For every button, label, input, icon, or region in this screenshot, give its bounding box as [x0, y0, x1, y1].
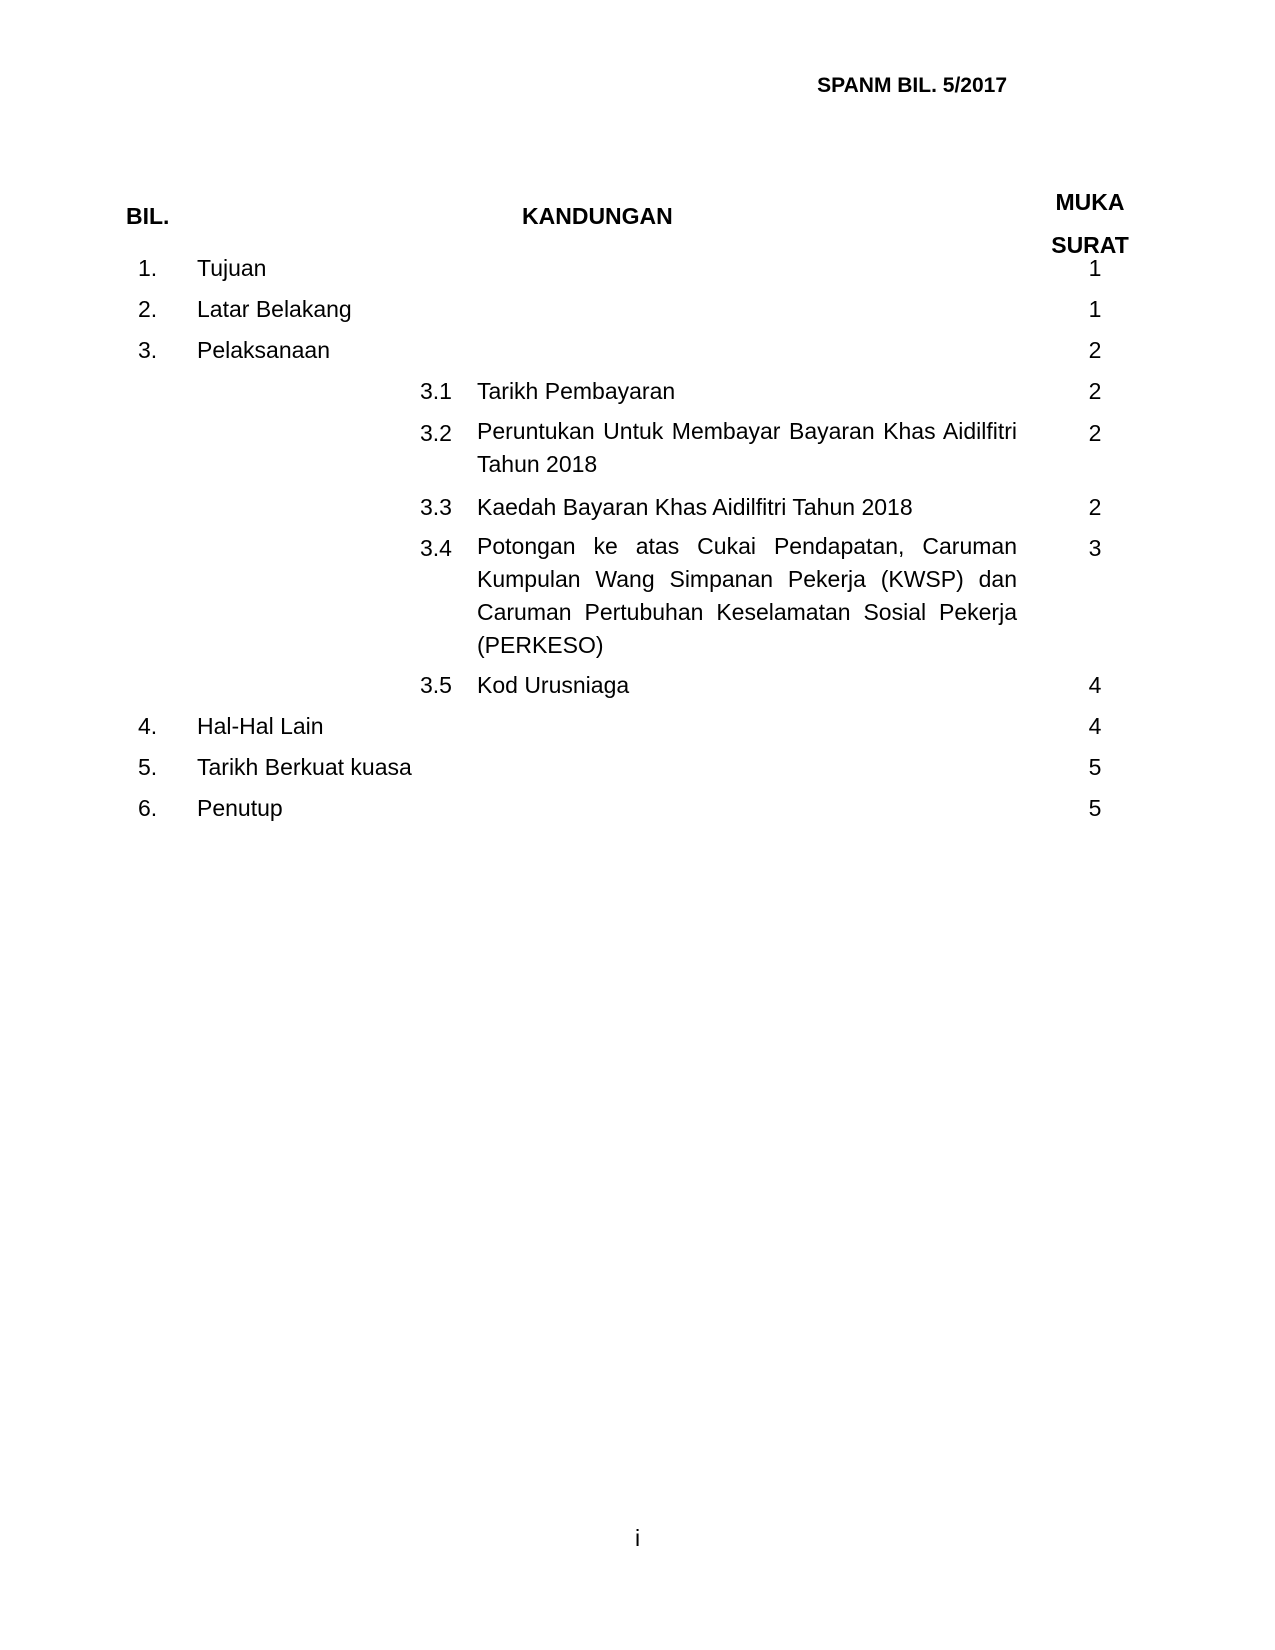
toc-subentry-title: Peruntukan Untuk Membayar Bayaran Khas Aidilfitri Tahun 2018 — [477, 418, 1017, 477]
toc-subentry-title: Tarikh Pembayaran — [477, 378, 676, 404]
toc-subentry-number: 3.2 — [420, 420, 452, 446]
header-muka-line1: MUKA — [1055, 189, 1125, 215]
page-number: i — [634, 1525, 641, 1551]
toc-entry-page: 4 — [1088, 713, 1102, 739]
header-kandungan: KANDUNGAN — [522, 203, 673, 229]
toc-entry-page: 5 — [1088, 754, 1102, 780]
toc-entry-number: 4. — [138, 713, 158, 739]
toc-subentry-number: 3.5 — [420, 672, 452, 698]
toc-entry-page: 1 — [1088, 296, 1102, 322]
toc-subentry-page: 4 — [1088, 672, 1102, 698]
toc-entry-page: 2 — [1088, 337, 1102, 363]
toc-entry-number: 2. — [138, 296, 158, 322]
toc-entry-title: Tujuan — [197, 255, 267, 281]
toc-entry-title: Penutup — [197, 795, 283, 821]
toc-subentry-page: 2 — [1088, 420, 1102, 446]
toc-subentry-number: 3.1 — [420, 378, 452, 404]
toc-subentry-page: 3 — [1088, 535, 1102, 561]
toc-entry-page: 1 — [1088, 255, 1102, 281]
toc-subentry-title: Potongan ke atas Cukai Pendapatan, Caruman Kumpulan Wang Simpanan Pekerja (KWSP) dan Caruman Pertubuhan Keselamatan Sosial Pekerja (PERKESO) — [477, 533, 1017, 658]
toc-entry-number: 6. — [138, 795, 158, 821]
toc-subentry-page: 2 — [1088, 378, 1102, 404]
toc-entry-title: Tarikh Berkuat kuasa — [197, 754, 412, 780]
toc-entry-title: Pelaksanaan — [197, 337, 330, 363]
toc-entry-title: Latar Belakang — [197, 296, 352, 322]
toc-subentry-number: 3.3 — [420, 494, 452, 520]
toc-entry-page: 5 — [1088, 795, 1102, 821]
toc-entry-number: 3. — [138, 337, 158, 363]
toc-entry-number: 5. — [138, 754, 158, 780]
document-reference: SPANM BIL. 5/2017 — [817, 74, 1007, 97]
toc-subentry-number: 3.4 — [420, 535, 452, 561]
toc-subentry-page: 2 — [1088, 494, 1102, 520]
toc-entry-number: 1. — [138, 255, 158, 281]
toc-subentry-title: Kod Urusniaga — [477, 672, 630, 698]
toc-subentry-title: Kaedah Bayaran Khas Aidilfitri Tahun 2018 — [477, 494, 913, 520]
toc-entry-title: Hal-Hal Lain — [197, 713, 324, 739]
header-bil: BIL. — [126, 203, 170, 229]
header-muka-line2: SURAT — [1051, 232, 1129, 258]
